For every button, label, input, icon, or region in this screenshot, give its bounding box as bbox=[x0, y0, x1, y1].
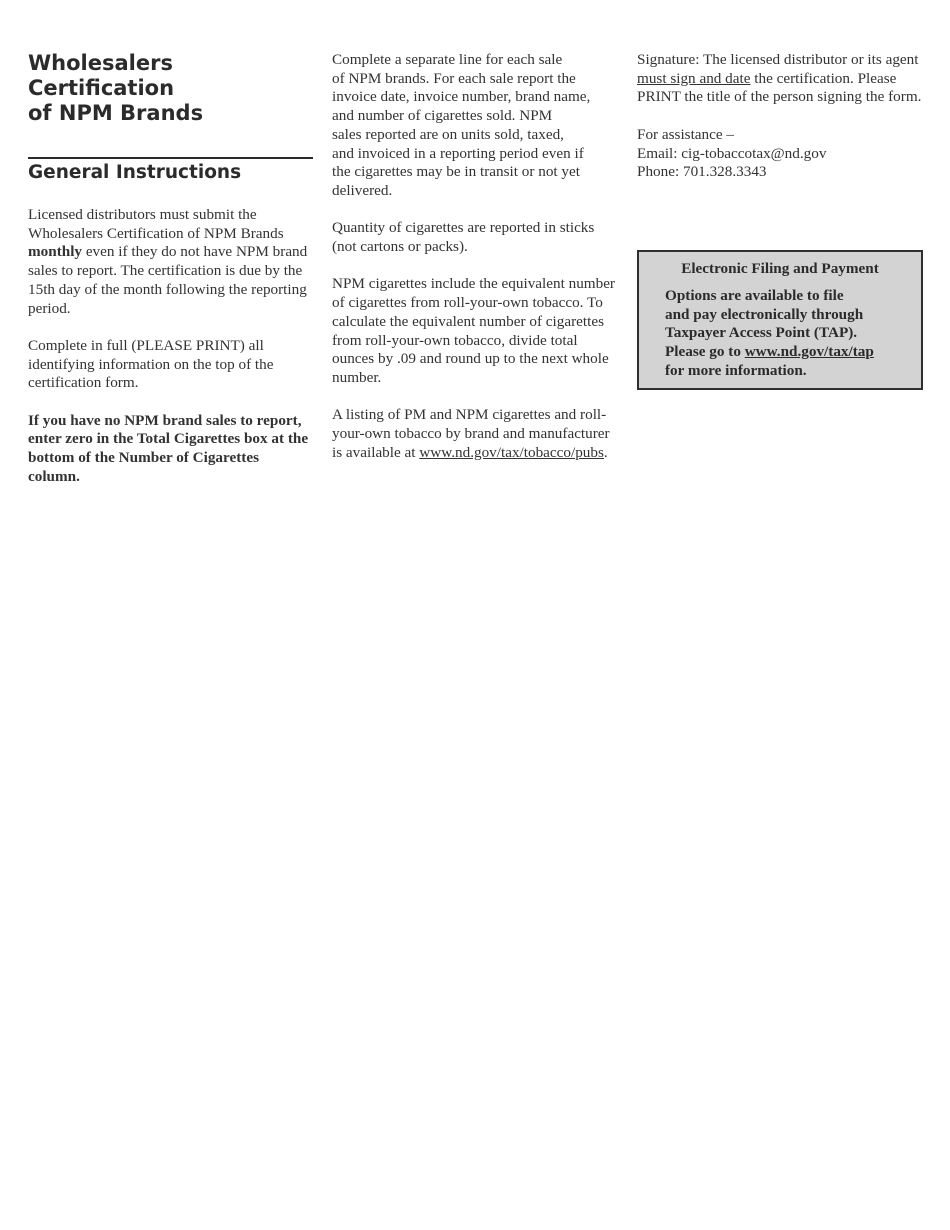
complete-in-full-paragraph: Complete in full (PLEASE PRINT) all identifying information on the top of the certification form. bbox=[28, 336, 274, 392]
separate-line-text-5: sales reported are on units sold, taxed, bbox=[332, 125, 564, 143]
listing-lead: A listing of PM and NPM cigarettes and roll-your-own tobacco by brand and manufacturer is available at bbox=[332, 406, 610, 461]
roll-your-own-paragraph: NPM cigarettes include the equivalent number of cigarettes from roll-your-own tobacco. To calculate the equivalent number of cigarettes from roll-your-own tobacco, divide total ounces by .09 and round up to the next whole number. bbox=[332, 275, 615, 386]
separate-line-text-2: of NPM brands. For each sale report the bbox=[332, 69, 576, 87]
page-title-line-1: Wholesalers Certification bbox=[28, 51, 175, 100]
monthly-submission-lead: Licensed distributors must submit the Wholesalers Certification of NPM Brands bbox=[28, 206, 284, 242]
separate-line-paragraph bbox=[332, 51, 620, 201]
separate-line-text-3: invoice date, invoice number, brand name, bbox=[332, 88, 591, 106]
listing-paragraph bbox=[332, 406, 620, 462]
tobacco-pubs-link[interactable]: www.nd.gov/tax/tobacco/pubs bbox=[419, 443, 604, 461]
electronic-filing-box bbox=[637, 250, 923, 390]
signature-lead: Signature: The licensed distributor or its agent bbox=[637, 51, 919, 68]
separate-line-text-7: the cigarettes may be in transit or not yet bbox=[332, 163, 580, 181]
sign-and-date-emphasis: must sign and date bbox=[637, 69, 751, 87]
electronic-filing-body bbox=[665, 287, 905, 381]
tap-link[interactable]: www.nd.gov/tax/tap bbox=[744, 343, 874, 361]
page-title-line-2: of NPM Brands bbox=[28, 101, 204, 125]
section-divider bbox=[28, 157, 313, 159]
quantity-paragraph: Quantity of cigarettes are reported in sticks (not cartons or packs). bbox=[332, 219, 595, 256]
middle-column bbox=[332, 51, 620, 462]
assistance-label: For assistance – bbox=[637, 125, 735, 143]
efile-line-4 bbox=[665, 343, 905, 362]
electronic-filing-title: Electronic Filing and Payment bbox=[681, 260, 879, 277]
page-title bbox=[28, 51, 313, 126]
general-instructions-heading: General Instructions bbox=[28, 162, 242, 183]
efile-line-2: and pay electronically through bbox=[665, 305, 864, 323]
efile-line-1: Options are available to file bbox=[665, 287, 844, 304]
signature-rest: the certification. Please PRINT the title of the person signing the form. bbox=[637, 69, 922, 106]
right-column bbox=[637, 51, 923, 182]
assistance-phone: Phone: 701.328.3343 bbox=[637, 163, 767, 181]
separate-line-text-4: and number of cigarettes sold. NPM bbox=[332, 107, 553, 125]
efile-line-5: for more information. bbox=[665, 361, 807, 379]
assistance-email: Email: cig-tobaccotax@nd.gov bbox=[637, 144, 827, 162]
left-column bbox=[28, 51, 313, 487]
listing-period: . bbox=[603, 443, 608, 461]
efile-go-to: Please go to bbox=[665, 343, 741, 361]
separate-line-text-6: and invoiced in a reporting period even if bbox=[332, 144, 584, 162]
separate-line-text-1: Complete a separate line for each sale bbox=[332, 51, 563, 68]
separate-line-text-8: delivered. bbox=[332, 181, 393, 199]
efile-line-3: Taxpayer Access Point (TAP). bbox=[665, 324, 858, 342]
assistance-block bbox=[637, 126, 923, 182]
no-sales-paragraph bbox=[28, 412, 313, 487]
no-sales-bold-text: If you have no NPM brand sales to report, enter zero in the Total Cigarettes box at the bottom of the Number of Cigarettes column. bbox=[28, 411, 309, 485]
monthly-submission-paragraph bbox=[28, 206, 313, 318]
monthly-submission-rest: even if they do not have NPM brand sales to report. The certification is due by the 15th day of the month following the reporting period. bbox=[28, 243, 308, 317]
monthly-emphasis: monthly bbox=[28, 243, 83, 261]
signature-paragraph bbox=[637, 51, 923, 107]
